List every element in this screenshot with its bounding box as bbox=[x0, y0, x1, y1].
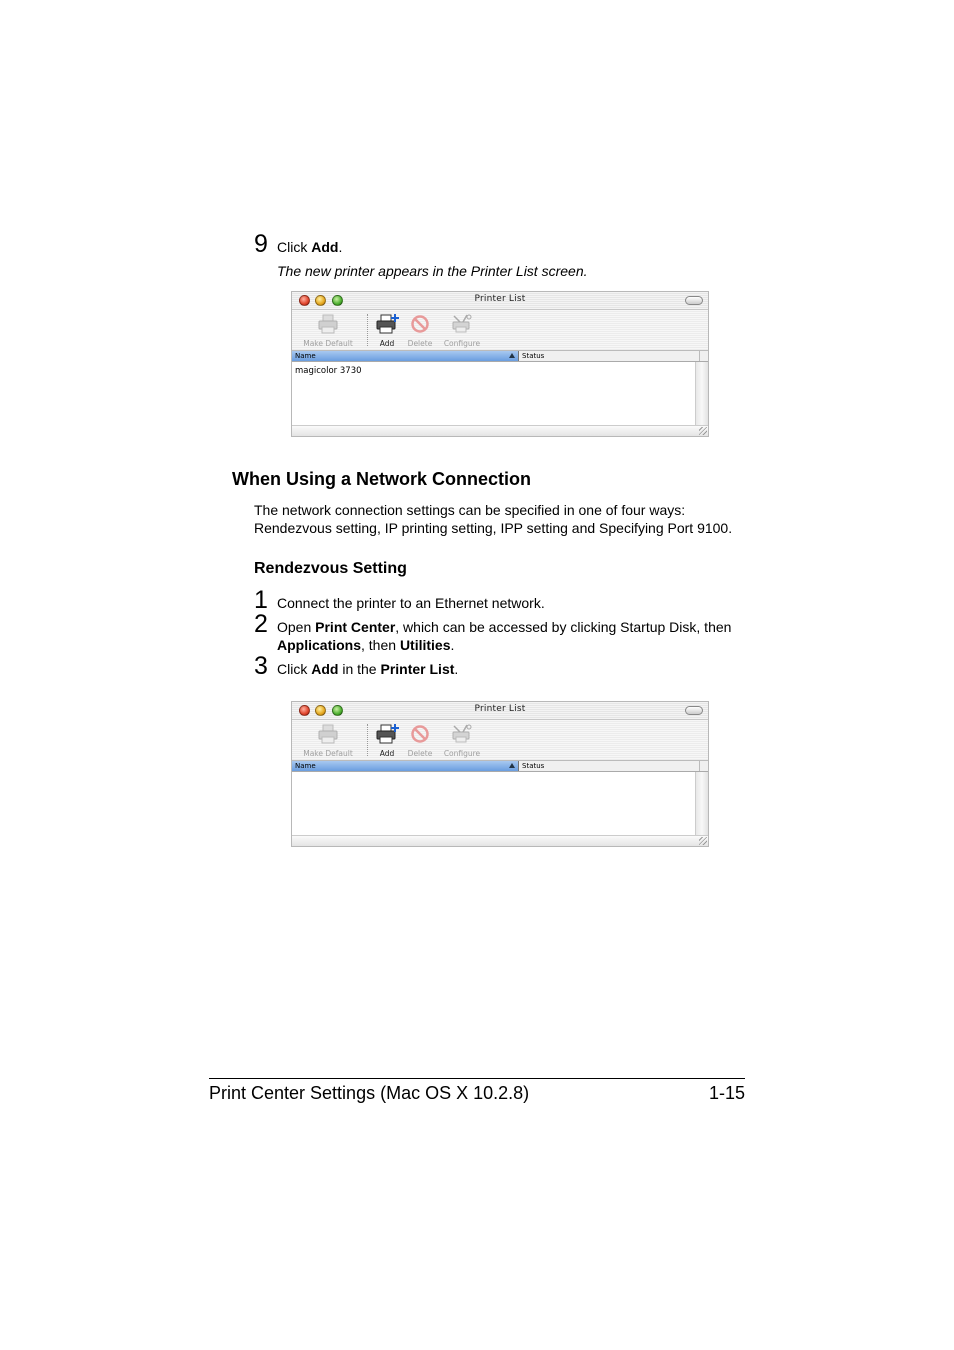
step-number-3: 3 bbox=[254, 652, 268, 680]
sort-ascending-icon bbox=[509, 353, 515, 358]
step-2-line-1 bbox=[277, 618, 731, 636]
step-number-9: 9 bbox=[254, 230, 268, 258]
toolbar-separator bbox=[367, 314, 368, 346]
list-item[interactable]: magicolor 3730 bbox=[295, 366, 362, 376]
window-toolbar bbox=[292, 310, 708, 351]
step-9-text bbox=[277, 238, 342, 256]
vertical-scrollbar[interactable] bbox=[695, 362, 708, 425]
window-title: Printer List bbox=[474, 294, 526, 304]
configure-label: Configure bbox=[443, 339, 481, 348]
step-3-p2: in the bbox=[338, 661, 381, 677]
name-column-header[interactable] bbox=[292, 761, 519, 771]
step-number-1: 1 bbox=[254, 586, 268, 614]
vertical-scrollbar[interactable] bbox=[695, 772, 708, 835]
footer-title: Print Center Settings (Mac OS X 10.2.8) bbox=[209, 1083, 530, 1103]
make-default-label: Make Default bbox=[303, 339, 353, 348]
step-2-p1: Open bbox=[277, 619, 316, 635]
subsection-heading: Rendezvous Setting bbox=[254, 560, 407, 577]
section-intro-line-1: The network connection settings can be specified in one of four ways: bbox=[254, 502, 686, 518]
status-column-header[interactable] bbox=[519, 351, 700, 361]
make-default-button[interactable] bbox=[298, 720, 358, 760]
configure-label: Configure bbox=[443, 749, 481, 758]
printer-icon bbox=[316, 723, 340, 745]
name-column-label: Name bbox=[295, 352, 316, 360]
step-2-line-2 bbox=[277, 636, 454, 654]
footer-rule bbox=[209, 1078, 745, 1079]
printer-list-window-empty bbox=[291, 701, 709, 847]
make-default-label: Make Default bbox=[303, 749, 353, 758]
step-number-2: 2 bbox=[254, 610, 268, 638]
configure-button[interactable] bbox=[440, 310, 484, 350]
name-column-header[interactable] bbox=[292, 351, 519, 361]
configure-button[interactable] bbox=[440, 720, 484, 760]
step-3-p1: Click bbox=[277, 661, 312, 677]
add-label: Add bbox=[379, 749, 395, 758]
window-titlebar[interactable] bbox=[292, 702, 708, 720]
step-9-prefix: Click bbox=[277, 239, 312, 255]
step-2-b2: Applications bbox=[277, 637, 362, 653]
section-intro-line-2: Rendezvous setting, IP printing setting, IPP setting and Specifying Port 9100. bbox=[254, 520, 733, 536]
status-column-label: Status bbox=[522, 352, 545, 360]
printer-icon bbox=[316, 313, 340, 335]
add-printer-icon bbox=[375, 313, 399, 335]
toolbar-toggle-icon[interactable] bbox=[685, 296, 703, 305]
step-9-bold: Add bbox=[311, 239, 339, 255]
step-2-p2: , which can be accessed by clicking Startup Disk, then bbox=[395, 619, 732, 635]
step-2-b1: Print Center bbox=[315, 619, 396, 635]
step-2-b3: Utilities bbox=[399, 637, 451, 653]
window-bottom-bar bbox=[292, 835, 708, 846]
step-2-p4: . bbox=[450, 637, 455, 653]
make-default-button[interactable] bbox=[298, 310, 358, 350]
add-button[interactable] bbox=[372, 720, 402, 760]
step-3-p3: . bbox=[454, 661, 459, 677]
resize-grip-icon[interactable] bbox=[699, 427, 707, 435]
window-bottom-bar bbox=[292, 425, 708, 436]
printer-list bbox=[292, 772, 696, 835]
delete-label: Delete bbox=[407, 749, 433, 758]
step-2-p3: , then bbox=[361, 637, 400, 653]
delete-button[interactable] bbox=[405, 720, 435, 760]
add-label: Add bbox=[379, 339, 395, 348]
step-3-text bbox=[277, 660, 458, 678]
resize-grip-icon[interactable] bbox=[699, 837, 707, 845]
step-9-suffix: . bbox=[338, 239, 343, 255]
configure-icon bbox=[450, 723, 474, 745]
section-heading: When Using a Network Connection bbox=[232, 469, 532, 489]
column-header bbox=[292, 351, 708, 362]
step-1-text: Connect the printer to an Ethernet network. bbox=[277, 595, 545, 611]
printer-list-window bbox=[291, 291, 709, 437]
status-column-header[interactable] bbox=[519, 761, 700, 771]
page-number: 1-15 bbox=[708, 1083, 745, 1103]
window-toolbar bbox=[292, 720, 708, 761]
window-titlebar[interactable] bbox=[292, 292, 708, 310]
window-title: Printer List bbox=[474, 704, 526, 714]
delete-icon bbox=[408, 313, 432, 335]
delete-button[interactable] bbox=[405, 310, 435, 350]
step-3-b2: Printer List bbox=[380, 661, 455, 677]
toolbar-separator bbox=[367, 724, 368, 756]
delete-icon bbox=[408, 723, 432, 745]
add-button[interactable] bbox=[372, 310, 402, 350]
name-column-label: Name bbox=[295, 762, 316, 770]
sort-ascending-icon bbox=[509, 763, 515, 768]
configure-icon bbox=[450, 313, 474, 335]
printer-list bbox=[292, 362, 696, 425]
status-column-label: Status bbox=[522, 762, 545, 770]
step-9-note: The new printer appears in the Printer List screen. bbox=[277, 263, 588, 279]
toolbar-toggle-icon[interactable] bbox=[685, 706, 703, 715]
delete-label: Delete bbox=[407, 339, 433, 348]
add-printer-icon bbox=[375, 723, 399, 745]
column-header bbox=[292, 761, 708, 772]
step-3-b1: Add bbox=[311, 661, 339, 677]
